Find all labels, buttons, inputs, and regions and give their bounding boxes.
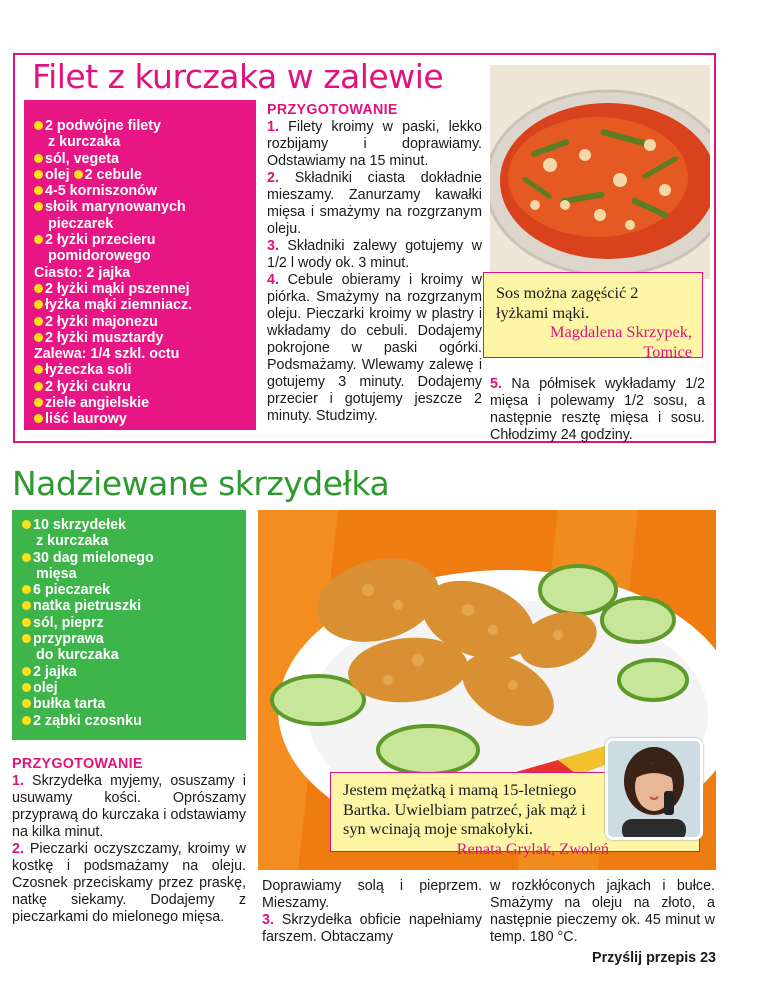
- bullet-icon: [22, 553, 31, 562]
- bullet-icon: [34, 154, 43, 163]
- ingredient: sól, pieprz: [33, 614, 104, 631]
- bullet-icon: [22, 601, 31, 610]
- ingredient: olej: [33, 679, 58, 696]
- ingredient: z kurczaka: [36, 533, 109, 550]
- ingredient: 2 jajka: [33, 663, 77, 680]
- woman-on-phone-icon: [608, 741, 700, 837]
- author-town: Tomice: [643, 341, 692, 361]
- bullet-icon: [34, 284, 43, 293]
- ingredient: ziele angielskie: [45, 395, 150, 412]
- recipe2-preparation: [12, 756, 246, 926]
- author-avatar: [605, 738, 703, 840]
- bullet-icon: [34, 186, 43, 195]
- page-footer: Przyślij przepis 23: [592, 950, 716, 966]
- recipe2-column-3: [490, 878, 715, 946]
- step-3-continued: w rozkłóconych jajkach i bułce. Smażymy na oleju na złoto, a następnie pieczemy ok. 45 minut w temp. 180 °C.: [490, 878, 715, 945]
- baked-dish-image: [490, 65, 710, 279]
- bullet-icon: [34, 170, 43, 179]
- step-2: 2. Pieczarki oczyszczamy, kroimy w kostkę i podsmażamy na oleju. Czosnek przeciskamy przez praskę, natkę siekamy. Dodajemy z pieczarkami do mielonego mięsa.: [12, 841, 246, 925]
- ingredient: przyprawa: [33, 631, 104, 648]
- tip-text: Sos można zagęścić 2 łyżkami mąki.: [496, 283, 639, 322]
- prep-heading: PRZYGOTOWANIE: [267, 102, 398, 118]
- bullet-icon: [22, 667, 31, 676]
- ingredient: liść laurowy: [45, 411, 127, 428]
- step-3: 3. Składniki zalewy gotujemy w 1/2 l wody ok. 3 minut.: [267, 238, 482, 271]
- ingredient: 2 łyżki mąki pszennej: [45, 280, 190, 297]
- ingredient: łyżka mąki ziemniacz.: [45, 297, 193, 314]
- bullet-icon: [22, 520, 31, 529]
- ingredient-group-label: Zalewa: 1/4 szkl. octu: [34, 346, 180, 363]
- ingredient: mięsa: [36, 565, 77, 582]
- ingredient: 2 łyżki majonezu: [45, 313, 158, 330]
- dish-photo-fillet: [490, 65, 710, 279]
- ingredient: 4-5 korniszonów: [45, 183, 158, 200]
- bullet-icon: [34, 300, 43, 309]
- ingredient: 6 pieczarek: [33, 582, 111, 599]
- recipe2-title: Nadziewane skrzydełka: [12, 464, 390, 503]
- ingredient: 2 łyżki cukru: [45, 378, 131, 395]
- bullet-icon: [34, 365, 43, 374]
- quote-text: Jestem mężatką i mamą 15-letniego Bartka. Uwielbiam patrzeć, jak mąż i syn wcinają moje smakołyki.: [343, 780, 586, 838]
- ingredient: pomidorowego: [48, 248, 151, 265]
- step-4: 4. Cebule obieramy i kroimy w piórka. Smażymy na rozgrzanym oleju. Pieczarki kroimy w plastry i wkładamy do cebuli. Dodajemy pokrojone w paski ogórki. Podsmażamy. Wlewamy zalewę i gotujemy 3 minuty. Dodajemy przecier i gotujemy jeszcze 2 minuty. Studzimy.: [267, 272, 482, 424]
- recipe1-title: Filet z kurczaka w zalewie: [32, 57, 444, 96]
- ingredient: słoik marynowanych: [45, 199, 186, 216]
- recipe2-column-2: [262, 878, 482, 946]
- ingredient: pieczarek: [48, 215, 114, 232]
- step-2-continued: Doprawiamy solą i pieprzem. Mieszamy.: [262, 878, 482, 911]
- recipe2-ingredients: [12, 510, 246, 740]
- ingredient: bułka tarta: [33, 696, 106, 713]
- ingredient-group-label: Ciasto: 2 jajka: [34, 264, 131, 281]
- ingredient: sól, vegeta: [45, 150, 119, 167]
- bullet-icon: [34, 414, 43, 423]
- recipe1-preparation: [267, 102, 482, 425]
- ingredient: 2 łyżki musztardy: [45, 329, 164, 346]
- recipe1-step-5: 5. Na półmisek wykładamy 1/2 mięsa i polewamy 1/2 sosu, a następnie resztę mięsa i sosu. Chłodzimy 24 godziny.: [490, 376, 705, 443]
- bullet-icon: [22, 699, 31, 708]
- ingredient: z kurczaka: [48, 134, 121, 151]
- ingredient: 2 łyżki przecieru: [45, 232, 156, 249]
- bullet-icon: [22, 683, 31, 692]
- step-2: 2. Składniki ciasta dokładnie mieszamy. Zanurzamy kawałki mięsa i smażymy na rozgrzanym oleju.: [267, 170, 482, 237]
- bullet-icon: [22, 618, 31, 627]
- ingredient: 2 podwójne filety: [45, 118, 161, 134]
- step-1: 1. Filety kroimy w paski, lekko rozbijamy i doprawiamy. Odstawiamy na 15 minut.: [267, 119, 482, 169]
- bullet-icon: [74, 170, 83, 179]
- ingredient: 30 dag mielonego: [33, 549, 154, 566]
- bullet-icon: [34, 333, 43, 342]
- bullet-icon: [34, 235, 43, 244]
- step-3: 3. Skrzydełka obficie napełniamy farszem. Obtaczamy: [262, 912, 482, 945]
- bullet-icon: [34, 317, 43, 326]
- ingredient: 10 skrzydełek: [33, 517, 126, 533]
- ingredient: do kurczaka: [36, 647, 119, 664]
- ingredient: 2 cebule: [84, 166, 142, 183]
- tip-note: [483, 272, 703, 361]
- bullet-icon: [34, 202, 43, 211]
- bullet-icon: [34, 382, 43, 391]
- recipe1-ingredients: [24, 100, 256, 430]
- author-name: Renata Grylak, Zwoleń: [456, 838, 609, 858]
- bullet-icon: [22, 634, 31, 643]
- step-1: 1. Skrzydełka myjemy, osuszamy i usuwamy kości. Oprószamy przyprawą do kurczaka i odstawiamy na kilka minut.: [12, 773, 246, 840]
- ingredient: 2 ząbki czosnku: [33, 712, 142, 729]
- ingredient: natka pietruszki: [33, 598, 142, 615]
- ingredient: łyżeczka soli: [45, 362, 132, 379]
- bullet-icon: [22, 716, 31, 725]
- bullet-icon: [34, 121, 43, 130]
- bullet-icon: [22, 585, 31, 594]
- author-name: Magdalena Skrzypek,: [550, 322, 692, 341]
- ingredient: olej: [45, 166, 70, 183]
- prep-heading: PRZYGOTOWANIE: [12, 756, 143, 772]
- bullet-icon: [34, 398, 43, 407]
